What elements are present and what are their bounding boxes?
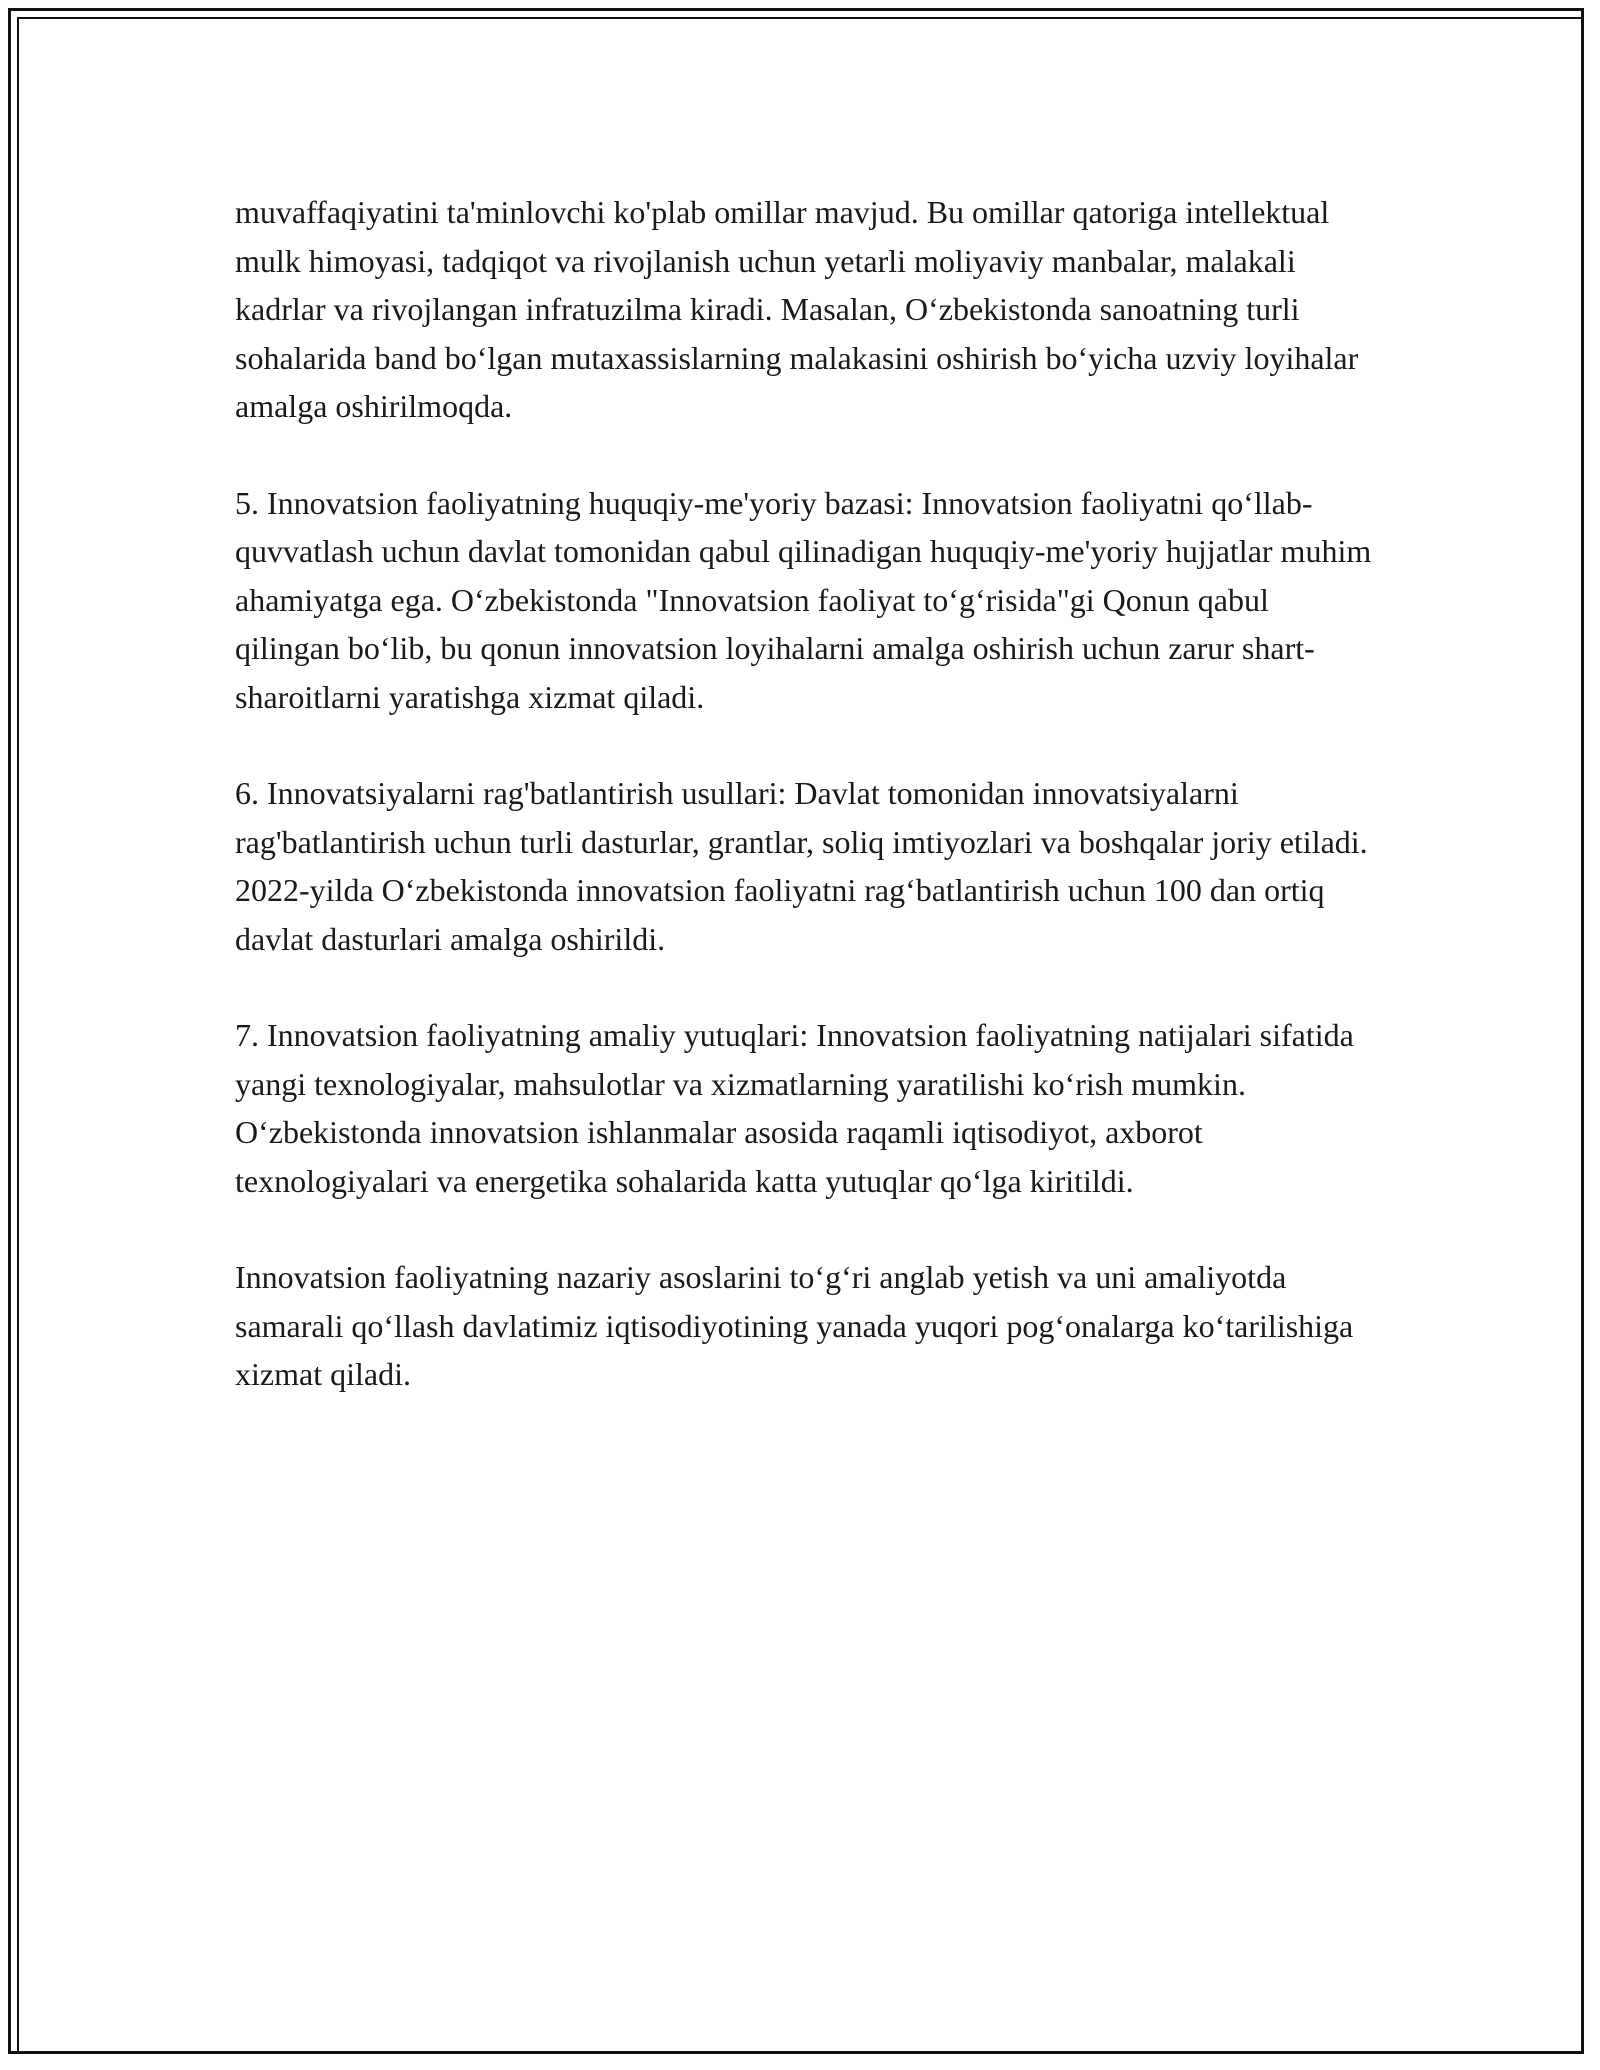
paragraph-intro-continuation: muvaffaqiyatini ta'minlovchi ko'plab omillar mavjud. Bu omillar qatoriga intellektual mulk himoyasi, tadqiqot va rivojlanish uchun yetarli moliyaviy manbalar, malakali kadrlar va rivojlangan infratuzilma kiradi. Masalan, O‘zbekistonda sanoatning turli sohalarida band bo‘lgan mutaxassislarning malakasini oshirish bo‘yicha uzviy loyihalar amalga oshirilmoqda. xyxy=(235,194,1359,424)
paragraph-6-incentive-methods: 6. Innovatsiyalarni rag'batlantirish usullari: Davlat tomonidan innovatsiyalarni rag'batlantirish uchun turli dasturlar, grantlar, soliq imtiyozlari va boshqalar joriy etiladi. 2022-yilda O‘zbekistonda innovatsion faoliyatni rag‘batlantirish uchun 100 dan ortiq davlat dasturlari amalga oshirildi. xyxy=(235,775,1368,957)
paragraph-7-practical-achievements: 7. Innovatsion faoliyatning amaliy yutuqlari: Innovatsion faoliyatning natijalari sifatida yangi texnologiyalar, mahsulotlar va xizmatlarning yaratilishi ko‘rish mumkin. O‘zbekistonda innovatsion ishlanmalar asosida raqamli iqtisodiyot, axborot texnologiyalari va energetika sohalarida katta yutuqlar qo‘lga kiritildi. xyxy=(235,1017,1354,1199)
paragraph-conclusion: Innovatsion faoliyatning nazariy asoslarini to‘g‘ri anglab yetish va uni amaliyotda samarali qo‘llash davlatimiz iqtisodiyotining yanada yuqori pog‘onalarga ko‘tarilishiga xizmat qiladi. xyxy=(235,1259,1354,1392)
document-body xyxy=(235,188,1375,1399)
paragraph-5-legal-basis: 5. Innovatsion faoliyatning huquqiy-me'yoriy bazasi: Innovatsion faoliyatni qo‘llab-quvvatlash uchun davlat tomonidan qabul qilinadigan huquqiy-me'yoriy hujjatlar muhim ahamiyatga ega. O‘zbekistonda "Innovatsion faoliyat to‘g‘risida"gi Qonun qabul qilingan bo‘lib, bu qonun innovatsion loyihalarni amalga oshirish uchun zarur shart-sharoitlarni yaratishga xizmat qiladi. xyxy=(235,484,1372,715)
